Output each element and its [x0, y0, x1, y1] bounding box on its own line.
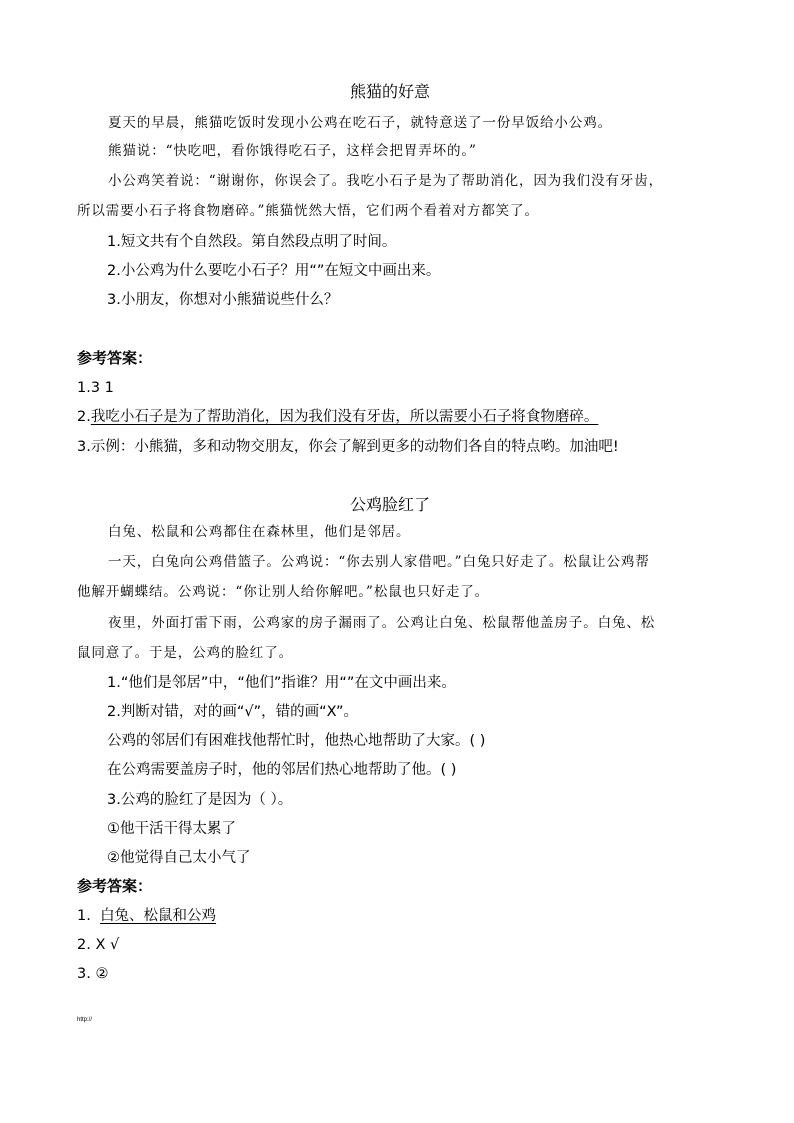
- story2-answer-2: 2. X √: [77, 937, 120, 953]
- story2-question-3: 3.公鸡的脸红了是因为（ ）。: [107, 792, 293, 808]
- story1-answer-heading: 参考答案：: [77, 349, 153, 367]
- story1-question-2: 2.小公鸡为什么要吃小石子？用“”在短文中画出来。: [107, 263, 441, 279]
- story1-question-1: 1.短文共有个自然段。第自然段点明了时间。: [107, 234, 397, 250]
- story1-answer-2-text: 我吃小石子是为了帮助消化，因为我们没有牙齿，所以需要小石子将食物磨碎。: [90, 409, 599, 425]
- story2-paragraph-3-cont: 鼠同意了。于是，公鸡的脸红了。: [77, 645, 293, 661]
- story1-answer-1: 1.3 1: [77, 380, 114, 396]
- story2-title: 公鸡脸红了: [350, 495, 431, 514]
- story2-answer-1-text: 白兔、松鼠和公鸡: [100, 908, 217, 924]
- story2-answer-heading: 参考答案：: [77, 877, 153, 895]
- footer-url: http://: [77, 1017, 93, 1023]
- story2-question-2: 2.判断对错，对的画“√”，错的画“X”。: [107, 704, 358, 720]
- story2-paragraph-2-cont: 他解开蝴蝶结。公鸡说：“你让别人给你解吧。”松鼠也只好走了。: [77, 584, 490, 600]
- story2-paragraph-3: 夜里，外面打雷下雨，公鸡家的房子漏雨了。公鸡让白兔、松鼠帮他盖房子。白兔、松: [108, 615, 656, 631]
- story2-question-3-option-2: ②他觉得自己太小气了: [107, 850, 251, 866]
- story1-answer-3: 3.示例：小熊猫，多和动物交朋友，你会了解到更多的动物们各自的特点哟。加油吧!: [77, 439, 619, 455]
- story2-paragraph-1: 白兔、松鼠和公鸡都住在森林里，他们是邻居。: [108, 524, 411, 540]
- story2-question-2-item-1: 公鸡的邻居们有困难找他帮忙时，他热心地帮助了大家。( ): [107, 733, 486, 749]
- story1-paragraph-3-cont: 所以需要小石子将食物磨碎。”熊猫恍然大悟，它们两个看着对方都笑了。: [77, 203, 539, 219]
- story2-paragraph-2: 一天，白兔向公鸡借篮子。公鸡说：“你去别人家借吧。”白兔只好走了。松鼠让公鸡帮: [108, 554, 650, 570]
- story1-paragraph-2: 熊猫说：“快吃吧，看你饿得吃石子，这样会把胃弄坏的。”: [108, 143, 477, 159]
- story1-answer-2-number: 2.: [77, 409, 91, 425]
- story1-answer-2: [77, 407, 598, 427]
- story1-title: 熊猫的好意: [350, 82, 431, 101]
- story2-question-1: 1.“他们是邻居”中，“他们”指谁？用“”在文中画出来。: [107, 675, 456, 691]
- story2-question-2-item-2: 在公鸡需要盖房子时，他的邻居们热心地帮助了他。( ): [107, 762, 457, 778]
- story1-paragraph-3: 小公鸡笑着说：“谢谢你，你误会了。我吃小石子是为了帮助消化，因为我们没有牙齿，: [108, 173, 664, 189]
- story2-answer-1: [77, 906, 216, 926]
- story1-question-3: 3.小朋友，你想对小熊猫说些什么？: [107, 292, 339, 308]
- story2-answer-1-number: 1.: [77, 908, 91, 924]
- story2-answer-3: 3. ②: [77, 966, 109, 982]
- story1-paragraph-1: 夏天的早晨，熊猫吃饭时发现小公鸡在吃石子，就特意送了一份早饭给小公鸡。: [108, 115, 612, 131]
- story2-question-3-option-1: ①他干活干得太累了: [107, 821, 236, 837]
